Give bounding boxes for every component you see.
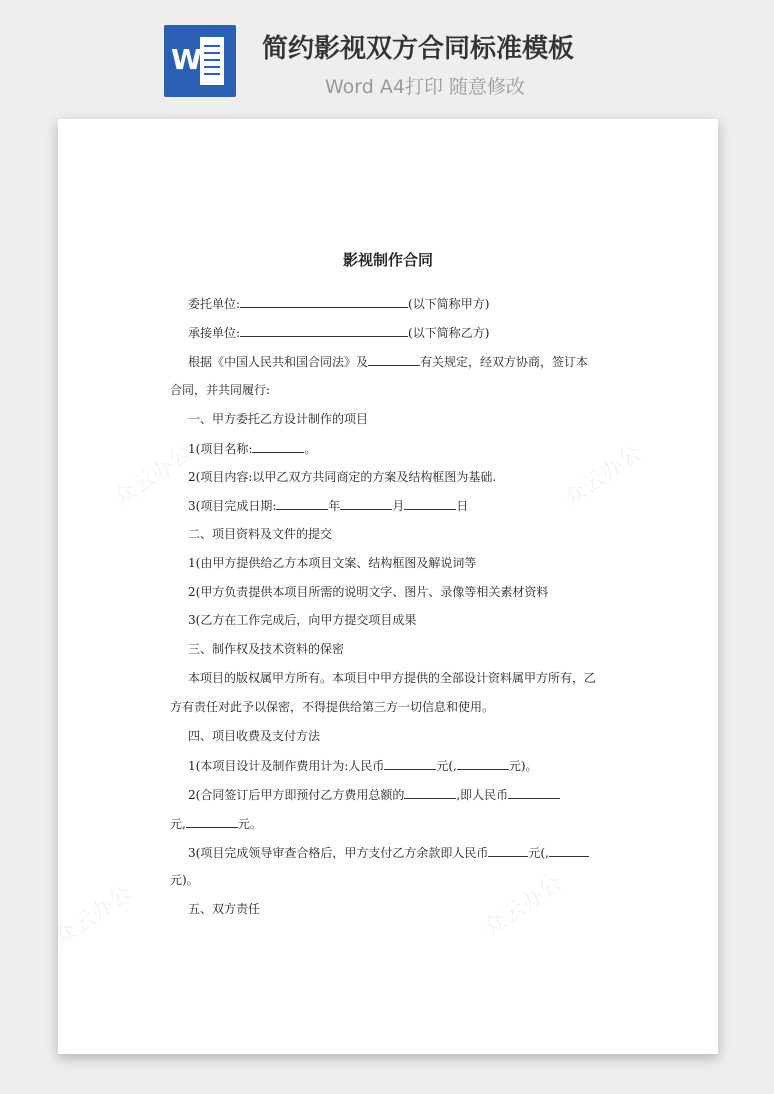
prepayment-words-blank [186, 815, 238, 828]
final-words-blank [549, 844, 589, 857]
intro-text: 根据《中国人民共和国合同法》及 [188, 355, 369, 369]
watermark: 众云办公 [479, 870, 567, 942]
banner-subtitle: Word A4打印 随意修改 [325, 76, 526, 98]
paragraph-line: 方有责任对此予以保密，不得提供给第三方一切信息和使用。 [170, 700, 495, 714]
client-label: 委托单位: [188, 297, 241, 311]
yuan-label: 元, [170, 817, 186, 831]
word-icon [164, 25, 236, 97]
template-banner [0, 0, 774, 110]
fee-line [188, 757, 538, 774]
client-note: (以下简称甲方) [408, 297, 490, 311]
section-2-heading: 二、项目资料及文件的提交 [188, 527, 333, 541]
word-logo-letter: W [171, 43, 202, 76]
day-label: 日 [456, 499, 469, 513]
day-blank [404, 497, 456, 510]
prepayment-label: 2(合同签订后甲方即预付乙方费用总额的 [188, 788, 405, 802]
month-blank [340, 497, 392, 510]
banner-title: 简约影视双方合同标准模板 [262, 34, 575, 64]
fee-words-blank [457, 757, 509, 770]
percent-blank [404, 786, 456, 799]
final-payment-line [188, 844, 589, 861]
completion-date-label: 3(项目完成日期: [188, 499, 277, 513]
final-amount-blank [488, 844, 528, 857]
year-blank [276, 497, 328, 510]
prepayment-line-2 [170, 815, 262, 832]
section-1-heading: 一、甲方委托乙方设计制作的项目 [188, 412, 369, 426]
intro-text: 有关规定，经双方协商，签订本 [420, 355, 589, 369]
document-page [49, 119, 718, 1054]
client-blank [240, 295, 408, 308]
prepayment-amount-blank [508, 786, 560, 799]
intro-line-1 [188, 353, 588, 370]
word-page-graphic [200, 37, 224, 85]
contractor-blank [240, 324, 408, 337]
project-name-label: 1(项目名称: [188, 442, 253, 456]
list-item: 3(乙方在工作完成后，向甲方提交项目成果 [188, 613, 417, 627]
section-5-heading: 五、双方责任 [188, 902, 261, 916]
yuan-label: 元)。 [508, 759, 538, 773]
client-line [188, 295, 489, 312]
section-3-heading: 三、制作权及技术资料的保密 [188, 642, 345, 656]
fee-amount-blank [384, 757, 436, 770]
yuan-label: 元。 [237, 817, 262, 831]
intro-line-2: 合同，并共同履行: [170, 383, 271, 397]
law-blank [368, 353, 420, 366]
period: 。 [304, 442, 317, 456]
watermark: 众云办公 [559, 440, 647, 512]
paragraph-line: 本项目的版权属甲方所有。本项目中甲方提供的全部设计资料属甲方所有，乙 [188, 671, 597, 685]
final-payment-line-2: 元)。 [170, 873, 199, 887]
watermark: 众云办公 [49, 880, 137, 952]
list-item: 1(由甲方提供给乙方本项目文案、结构框图及解说词等 [188, 556, 477, 570]
contractor-note: (以下简称乙方) [408, 326, 490, 340]
project-name-blank [252, 440, 304, 453]
yuan-label: 元(, [528, 846, 549, 860]
project-name-line [188, 440, 316, 457]
list-item: 2(甲方负责提供本项目所需的说明文字、图片、录像等相关素材资料 [188, 585, 549, 599]
rmb-label: ,即人民币 [456, 788, 509, 802]
final-payment-label: 3(项目完成领导审查合格后，甲方支付乙方余款即人民币 [188, 846, 489, 860]
project-content-line: 2(项目内容:以甲乙双方共同商定的方案及结构框图为基础. [188, 470, 497, 484]
prepayment-line [188, 786, 560, 803]
section-4-heading: 四、项目收费及支付方法 [188, 729, 321, 743]
completion-date-line [188, 497, 468, 514]
fee-label: 1(本项目设计及制作费用计为:人民币 [188, 759, 385, 773]
document-title: 影视制作合同 [342, 251, 433, 269]
year-label: 年 [328, 499, 341, 513]
contractor-label: 承接单位: [188, 326, 241, 340]
contractor-line [188, 324, 489, 341]
month-label: 月 [392, 499, 405, 513]
yuan-label: 元(, [436, 759, 457, 773]
watermark: 众云办公 [109, 440, 197, 512]
